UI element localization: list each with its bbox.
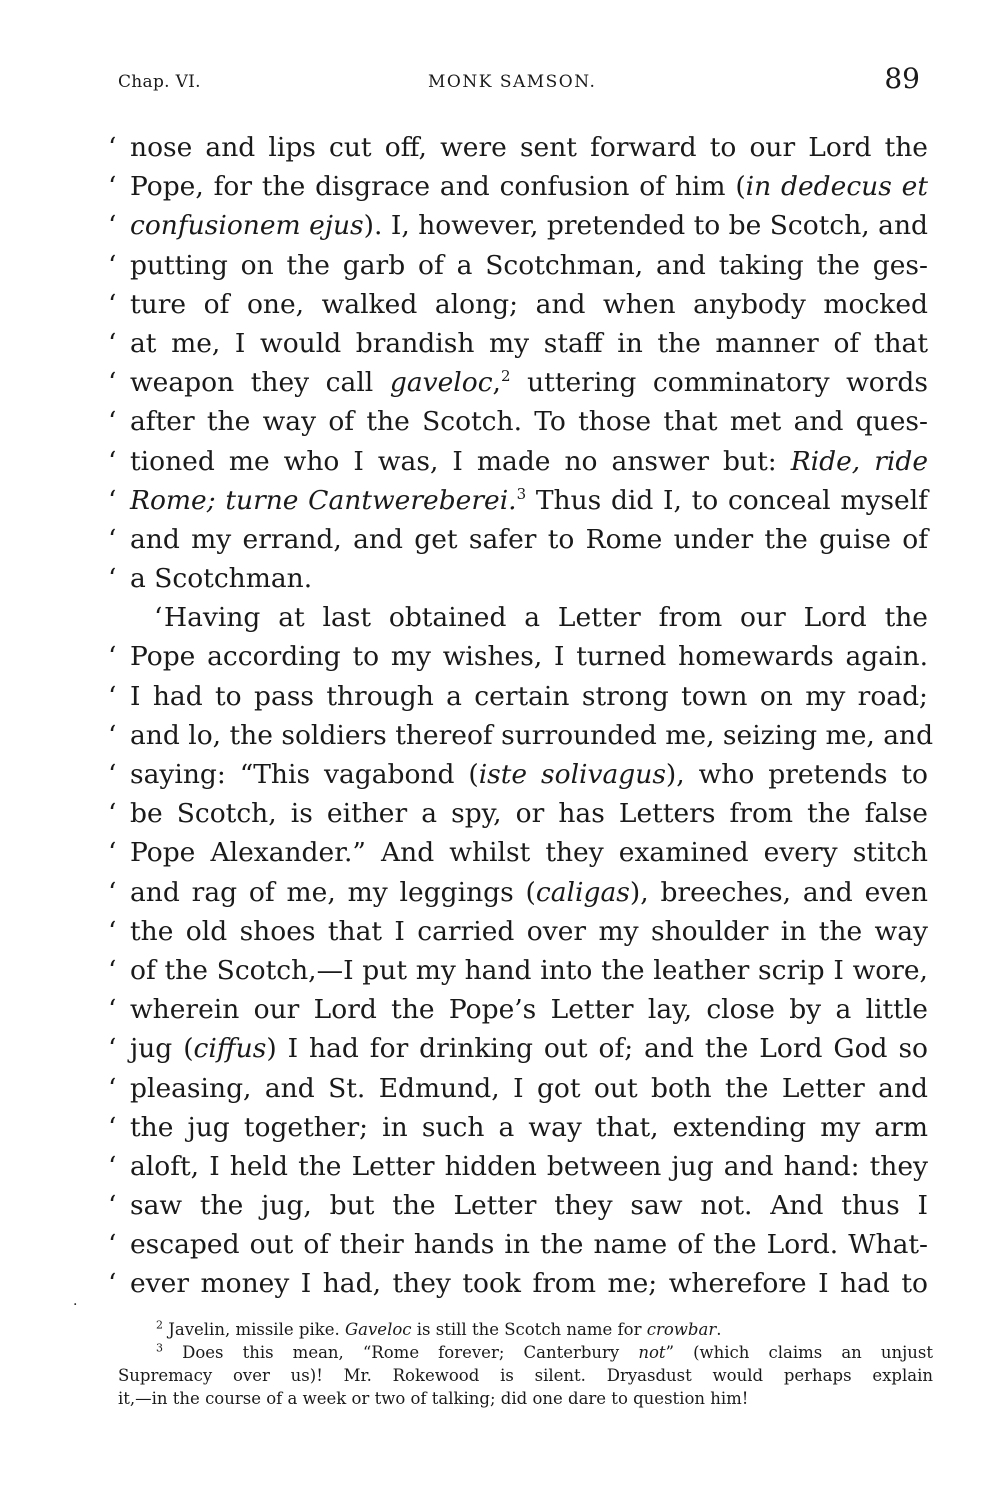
text-span: Pope, for the disgrace and confusion of him ( [130, 171, 746, 203]
footnote-line [118, 1341, 933, 1364]
text-line [108, 1264, 928, 1303]
quote-mark: ‘ [108, 563, 117, 595]
text-line [108, 677, 928, 716]
text-line [108, 1225, 928, 1264]
quote-mark: ‘ [108, 1033, 117, 1065]
quote-mark: ‘ [108, 994, 117, 1026]
text-span: jug ( [130, 1033, 194, 1065]
text-span: Rome; turne Cantwereberei. [130, 484, 517, 516]
quote-mark: ‘ [108, 367, 117, 399]
text-line [108, 1108, 928, 1147]
text-span: ever money I had, they took from me; wherefore I had to [130, 1268, 928, 1300]
text-line [108, 794, 928, 833]
text-span: is still the Scotch name for [411, 1320, 647, 1339]
quote-mark: ‘ [108, 1268, 117, 1300]
footnote-ref: 3 [516, 484, 527, 503]
text-line [108, 1029, 928, 1068]
text-span: Does this mean, “Rome forever; Canterbury [163, 1343, 639, 1362]
text-line [108, 442, 928, 481]
running-title: MONK SAMSON. [428, 72, 597, 92]
text-span: wherein our Lord the Pope’s Letter lay, close by a little [130, 994, 928, 1026]
quote-mark: ‘ [108, 641, 117, 673]
text-span: confusionem ejus [130, 210, 364, 242]
text-line [108, 833, 928, 872]
text-span: gaveloc [389, 367, 493, 399]
text-span: ), breeches, and even [629, 876, 928, 908]
footnote-ref: 3 [156, 1341, 163, 1355]
text-span: in dedecus et [745, 171, 928, 203]
text-span: Ride, ride [790, 445, 928, 477]
text-line [108, 1186, 928, 1225]
quote-mark: ‘ [108, 1111, 117, 1143]
text-line [108, 559, 928, 598]
text-span: weapon they call [130, 367, 390, 399]
text-span: at me, I would brandish my staff in the manner of that [130, 327, 928, 359]
text-span: ) I had for drinking out of; and the Lord God so [266, 1033, 928, 1065]
running-header [118, 62, 930, 102]
text-span: uttering comminatory words [510, 367, 928, 399]
text-span: and lo, the soldiers thereof surrounded me, seizing me, and [130, 719, 934, 751]
text-line [108, 402, 928, 441]
quote-mark: ‘ [108, 1072, 117, 1104]
quote-mark: ‘ [108, 288, 117, 320]
text-span: Javelin, missile pike. [163, 1320, 345, 1339]
text-span: after the way of the Scotch. To those that met and ques- [130, 406, 928, 438]
text-span: aloft, I held the Letter hidden between jug and hand: they [130, 1150, 928, 1182]
text-line [108, 128, 928, 167]
text-span: a Scotchman. [130, 563, 313, 595]
quote-mark: ‘ [108, 759, 117, 790]
text-span: putting on the garb of a Scotchman, and taking the ges- [130, 249, 928, 281]
page-number: 89 [884, 62, 920, 95]
text-span: caligas [535, 876, 630, 908]
text-line [108, 598, 928, 637]
text-span: ciffus [193, 1033, 267, 1065]
text-span: be Scotch, is either a spy, or has Letters from the false [130, 798, 928, 830]
quote-mark: ‘ [108, 327, 117, 359]
quote-mark: ‘ [108, 915, 117, 947]
footnote-line [118, 1387, 933, 1410]
text-span: of the Scotch,—I put my hand into the leather scrip I wore, [130, 954, 928, 986]
text-line [108, 716, 934, 755]
text-line [108, 1069, 928, 1108]
text-span: iste solivagus [478, 759, 666, 790]
quote-mark: ‘ [108, 876, 117, 908]
footnote-line [118, 1318, 933, 1341]
text-line [108, 755, 928, 794]
text-span: not [638, 1343, 666, 1362]
text-line [108, 363, 928, 402]
text-line [108, 637, 928, 676]
quote-mark: ‘ [108, 680, 117, 712]
quote-mark: ‘ [108, 837, 117, 869]
text-span: Pope Alexander.” And whilst they examined every stitch [130, 837, 928, 869]
footnote-ref: 2 [500, 367, 511, 386]
quote-mark: ‘ [108, 798, 117, 830]
text-span: the jug together; in such a way that, extending my arm [130, 1111, 928, 1143]
text-line [108, 990, 928, 1029]
text-line [108, 285, 928, 324]
quote-mark: ‘ [108, 1190, 117, 1222]
quote-mark: ‘ [108, 210, 117, 242]
text-span: . [716, 1320, 722, 1339]
text-line [108, 206, 928, 245]
quote-mark: ‘ [108, 523, 117, 555]
text-span: the old shoes that I carried over my shoulder in the way [130, 915, 928, 947]
text-span: ture of one, walked along; and when anybody mocked [130, 288, 928, 320]
text-span: tioned me who I was, I made no answer but: [130, 445, 791, 477]
text-line [108, 481, 928, 520]
text-span: I had to pass through a certain strong town on my road; [130, 680, 928, 712]
text-span: Thus did I, to conceal myself [526, 484, 928, 516]
body-text [108, 128, 934, 1304]
text-span: Supremacy over us)! Mr. Rokewood is silent. Dryasdust would perhaps explain [118, 1366, 933, 1385]
text-span: ), who pretends to [665, 759, 928, 790]
quote-mark: ‘ [108, 445, 117, 477]
text-span: saying: “This vagabond ( [130, 759, 479, 790]
footnote-line [118, 1364, 933, 1387]
text-line [108, 324, 928, 363]
text-span: nose and lips cut off, were sent forward to our Lord the [130, 132, 928, 163]
text-span: Gaveloc [344, 1320, 412, 1339]
text-span: Pope according to my wishes, I turned homewards again. [130, 641, 928, 673]
text-line [108, 246, 928, 285]
text-span: pleasing, and St. Edmund, I got out both the Letter and [130, 1072, 928, 1104]
text-line [108, 1147, 928, 1186]
text-span: saw the jug, but the Letter they saw not. And thus I [130, 1190, 928, 1222]
text-line [108, 520, 928, 559]
quote-mark: ‘ [108, 249, 117, 281]
text-line [108, 912, 928, 951]
quote-mark: ‘ [108, 171, 117, 203]
text-span: it,—in the course of a week or two of talking; did one dare to question him! [118, 1389, 749, 1408]
text-span: ” (which claims an unjust [665, 1343, 933, 1362]
text-span: escaped out of their hands in the name of the Lord. What- [130, 1229, 928, 1261]
quote-mark: ‘ [108, 132, 117, 163]
text-span: , [492, 367, 501, 399]
text-span: and my errand, and get safer to Rome under the guise of [130, 523, 928, 555]
chapter-label: Chap. VI. [118, 72, 201, 92]
text-line [108, 951, 928, 990]
text-span: Having at last obtained a Letter from our Lord the [164, 602, 928, 634]
quote-mark: ‘ [154, 602, 163, 634]
text-line [108, 873, 928, 912]
quote-mark: ‘ [108, 719, 117, 751]
quote-mark: ‘ [108, 954, 117, 986]
quote-mark: ‘ [108, 1229, 117, 1261]
text-span: and rag of me, my leggings ( [130, 876, 536, 908]
footnote-ref: 2 [156, 1318, 163, 1332]
footnotes [118, 1318, 933, 1410]
quote-mark: ‘ [108, 406, 117, 438]
quote-mark: ‘ [108, 484, 117, 516]
text-span: crowbar [646, 1320, 717, 1339]
quote-mark: ‘ [108, 1150, 117, 1182]
text-line [108, 167, 928, 206]
text-span: ). I, however, pretended to be Scotch, and [363, 210, 928, 242]
margin-mark: · [73, 1297, 78, 1313]
